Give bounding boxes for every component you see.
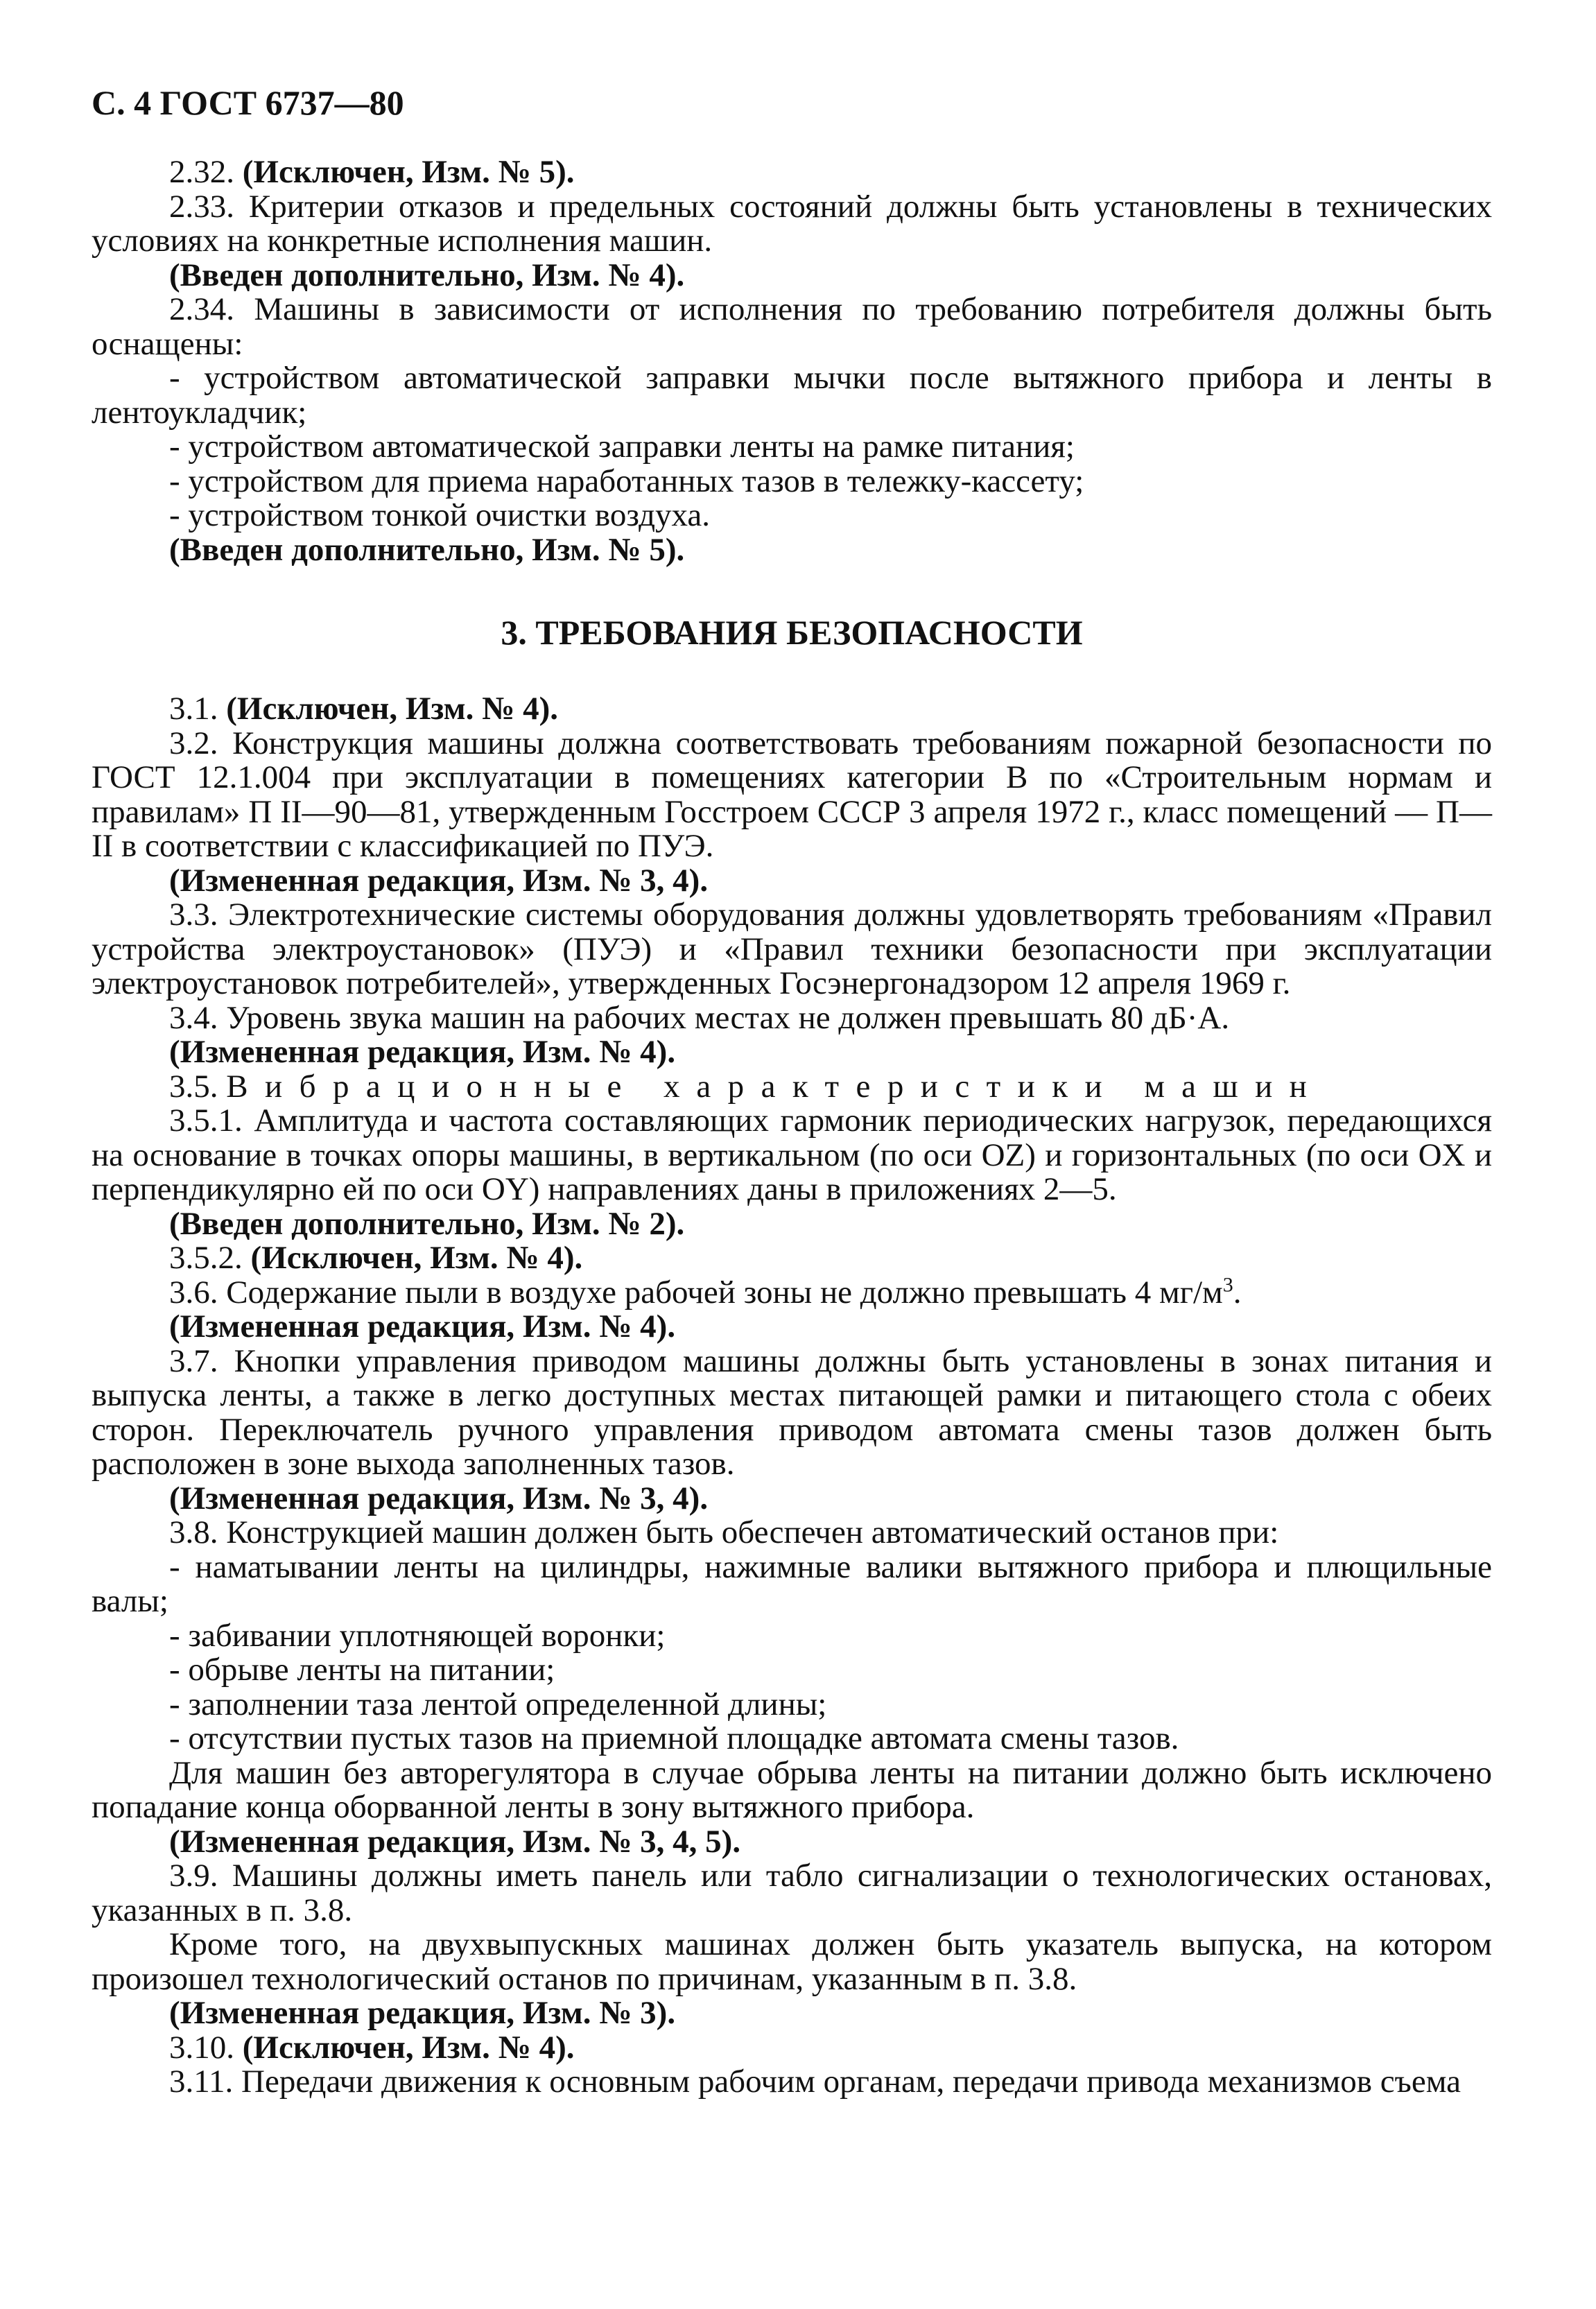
paragraph-3-3: 3.3. Электротехнические системы оборудования должны удовлетворять требованиям «Правил устройства электроустановок» (ПУЭ) и «Правил техники безопасности при эксплуатации электроустановок потребителей», утвержденных Госэнергонадзором 12 апреля 1969 г.	[92, 897, 1492, 1001]
amendment-note: (Измененная редакция, Изм. № 3, 4, 5).	[169, 1823, 741, 1860]
paragraph-3-8: 3.8. Конструкцией машин должен быть обеспечен автоматический останов при:	[169, 1514, 1279, 1550]
paragraph-2-33: 2.33. Критерии отказов и предельных состояний должны быть установлены в технических условиях на конкретные исполнения машин.	[92, 188, 1493, 259]
paragraph-3-2: 3.2. Конструкция машины должна соответствовать требованиям пожарной безопасности по ГОСТ 12.1.004 при эксплуатации в помещениях категории В по «Строительным нормам и правилам» П II—90—81, утвержденным Госстроем СССР 3 апреля 1972 г., класс помещений — П—II в соответствии с классификацией по ПУЭ.	[92, 725, 1492, 864]
paragraph-3-6: 3.6. Содержание пыли в воздухе рабочей зоны не должно превышать 4 $мг/м^3$.	[169, 1272, 1242, 1311]
list-item: - обрыве ленты на питании;	[169, 1652, 555, 1688]
list-item: - наматывании ленты на цилиндры, нажимные валики вытяжного прибора и плющильные валы;	[92, 1548, 1492, 1619]
superscript: 3	[1222, 1272, 1233, 1296]
amendment-note: (Введен дополнительно, Изм. № 2).	[169, 1205, 685, 1242]
running-header: С. 4 ГОСТ 6737—80	[92, 83, 404, 122]
paragraph-text: Для машин без авторегулятора в случае обрыва ленты на питании должно быть исключено попадание конца оборванной ленты в зону вытяжного прибора.	[92, 1754, 1492, 1825]
amendment-note: (Измененная редакция, Изм. № 3, 4).	[169, 1480, 709, 1516]
paragraph-2-34: 2.34. Машины в зависимости от исполнения по требованию потребителя должны быть оснащены:	[92, 291, 1492, 362]
paragraph-3-11: 3.11. Передачи движения к основным рабочим органам, передачи привода механизмов съема	[169, 2064, 1461, 2100]
paragraph-3-1: 3.1. (Исключен, Изм. № 4).	[169, 691, 559, 727]
section-title: 3. ТРЕБОВАНИЯ БЕЗОПАСНОСТИ	[501, 613, 1083, 652]
paragraph-text: Кроме того, на двухвыпускных машинах должен быть указатель выпуска, на котором произошел технологический останов по причинам, указанным в п. 3.8.	[92, 1926, 1492, 1997]
amendment-note: (Измененная редакция, Изм. № 4).	[169, 1308, 676, 1344]
list-item: - устройством для приема наработанных тазов в тележку-кассету;	[169, 462, 1084, 499]
list-item: - заполнении таза лентой определенной длины;	[169, 1686, 827, 1722]
paragraph-2-32: 2.32. (Исключен, Изм. № 5).	[169, 154, 575, 190]
list-item: - забивании уплотняющей воронки;	[169, 1617, 666, 1654]
amendment-note: (Измененная редакция, Изм. № 3, 4).	[169, 862, 709, 899]
paragraph-3-5-1: 3.5.1. Амплитуда и частота составляющих гармоник периодических нагрузок, передающихся на основание в точках опоры машины, в вертикальном (по оси OZ) и горизонтальных (по оси OX и перпендикулярно ей по оси OY) направлениях даны в приложениях 2—5.	[92, 1102, 1492, 1207]
list-item: - устройством тонкой очистки воздуха.	[169, 497, 711, 533]
paragraph-3-10: 3.10. (Исключен, Изм. № 4).	[169, 2029, 575, 2066]
paragraph-3-5-2: 3.5.2. (Исключен, Изм. № 4).	[169, 1240, 583, 1276]
paragraph-3-5: 3.5. Вибрационные характеристики машин	[169, 1068, 1324, 1105]
list-item: - устройством автоматической заправки ленты на рамке питания;	[169, 429, 1075, 465]
amendment-note: (Измененная редакция, Изм. № 3).	[169, 1995, 676, 2031]
paragraph-3-7: 3.7. Кнопки управления приводом машины должны быть установлены в зонах питания и выпуска ленты, а также в легко доступных местах питающей рамки и питающего стола с обеих сторон. Переключатель ручного управления приводом автомата смены тазов должен быть расположен в зоне выхода заполненных тазов.	[92, 1342, 1493, 1482]
amendment-note: (Измененная редакция, Изм. № 4).	[169, 1034, 676, 1070]
list-item: - устройством автоматической заправки мычки после вытяжного прибора и ленты в лентоукладчик;	[92, 360, 1492, 431]
amendment-note: (Введен дополнительно, Изм. № 4).	[169, 257, 685, 293]
amendment-note: (Введен дополнительно, Изм. № 5).	[169, 531, 685, 568]
paragraph-3-9: 3.9. Машины должны иметь панель или табло сигнализации о технологических остановах, указанных в п. 3.8.	[92, 1858, 1493, 1928]
paragraph-3-4: 3.4. Уровень звука машин на рабочих местах не должен превышать 80 дБ·А.	[169, 999, 1230, 1036]
list-item: - отсутствии пустых тазов на приемной площадке автомата смены тазов.	[169, 1720, 1179, 1756]
